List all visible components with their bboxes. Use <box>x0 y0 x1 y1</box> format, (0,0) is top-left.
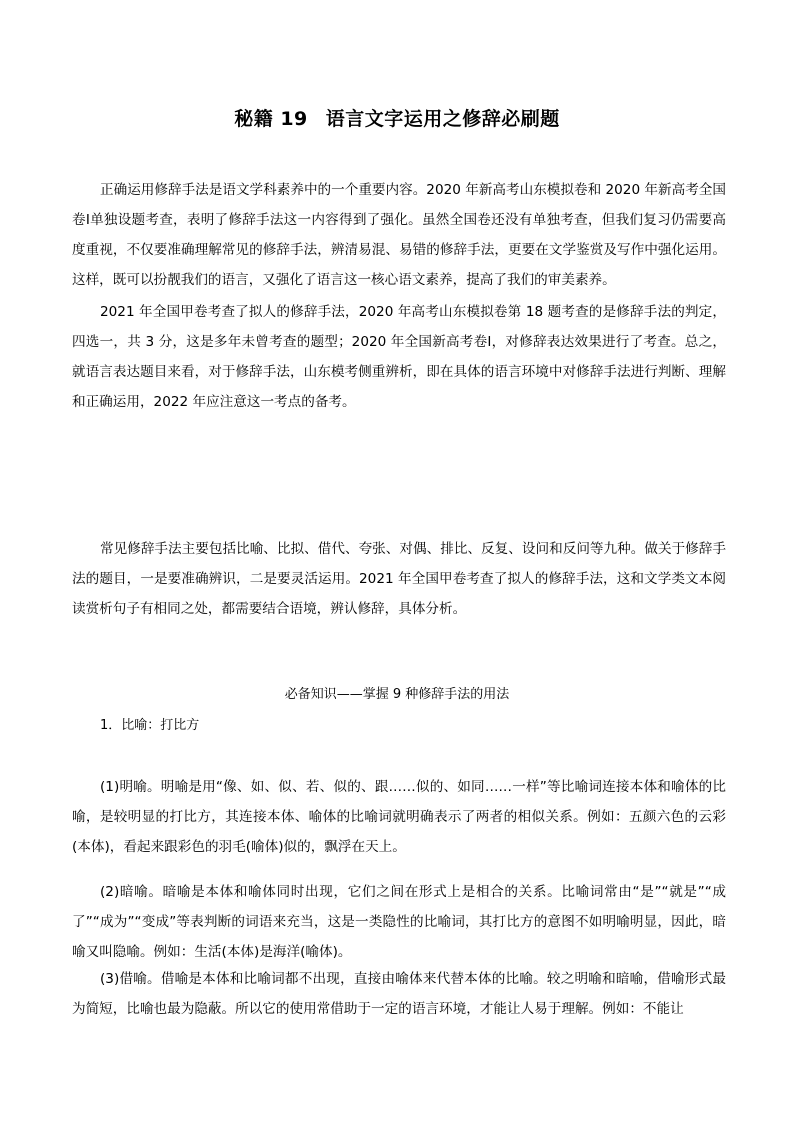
list-item-1: 1．比喻：打比方 <box>100 718 200 733</box>
sub-paragraph-2: (2)暗喻。暗喻是本体和喻体同时出现，它们之间在形式上是相合的关系。比喻词常由“是”“就是”“成了”“成为”“变成”等表判断的词语来充当，这是一类隐性的比喻词，其打比方的意图不如明喻明显，因此，暗喻又叫隐喻。例如：生活(本体)是海洋(喻体)。 <box>72 884 726 960</box>
page-title <box>0 104 794 131</box>
intro-paragraph-1: 正确运用修辞手法是语文学科素养中的一个重要内容。2020 年新高考山东模拟卷和 2020 年新高考全国卷Ⅰ单独设题考查，表明了修辞手法这一内容得到了强化。虽然全国卷还没有单独考查，但我们复习仍需要高度重视，不仅要准确理解常见的修辞手法，辨清易混、易错的修辞手法，更要在文学鉴赏及写作中强化运用。这样，既可以扮靓我们的语言，又强化了语言这一核心语文素养，提高了我们的审美素养。 <box>72 182 726 288</box>
sub-paragraph-1: (1)明喻。明喻是用“像、如、似、若、似的、跟……似的、如同……一样”等比喻词连接本体和喻体的比喻，是较明显的打比方，其连接本体、喻体的比喻词就明确表示了两者的相似关系。例如：五颜六色的云彩(本体)，看起来跟彩色的羽毛(喻体)似的，飘浮在天上。 <box>72 779 726 855</box>
intro-paragraph-3: 常见修辞手法主要包括比喻、比拟、借代、夸张、对偶、排比、反复、设问和反问等九种。做关于修辞手法的题目，一是要准确辨识，二是要灵活运用。2021 年全国甲卷考查了拟人的修辞手法，这和文学类文本阅读赏析句子有相同之处，都需要结合语境，辨认修辞，具体分析。 <box>72 541 726 617</box>
intro-paragraph-2: 2021 年全国甲卷考查了拟人的修辞手法，2020 年高考山东模拟卷第 18 题考查的是修辞手法的判定，四选一，共 3 分，这是多年未曾考查的题型；2020 年全国新高考卷Ⅰ，对修辞表达效果进行了考查。总之，就语言表达题目来看，对于修辞手法，山东模考侧重辨析，即在具体的语言环境中对修辞手法进行判断、理解和正确运用，2022 年应注意这一考点的备考。 <box>72 304 726 410</box>
sub-paragraph-3: (3)借喻。借喻是本体和比喻词都不出现，直接由喻体来代替本体的比喻。较之明喻和暗喻，借喻形式最为简短，比喻也最为隐蔽。所以它的使用常借助于一定的语言环境，才能让人易于理解。例如：不能让 <box>72 971 726 1017</box>
title-main: 语言文字运用之修辞必刷题 <box>325 108 560 130</box>
title-prefix: 秘籍 19 <box>234 108 308 130</box>
section-title: 必备知识——掌握 9 种修辞手法的用法 <box>284 687 510 702</box>
